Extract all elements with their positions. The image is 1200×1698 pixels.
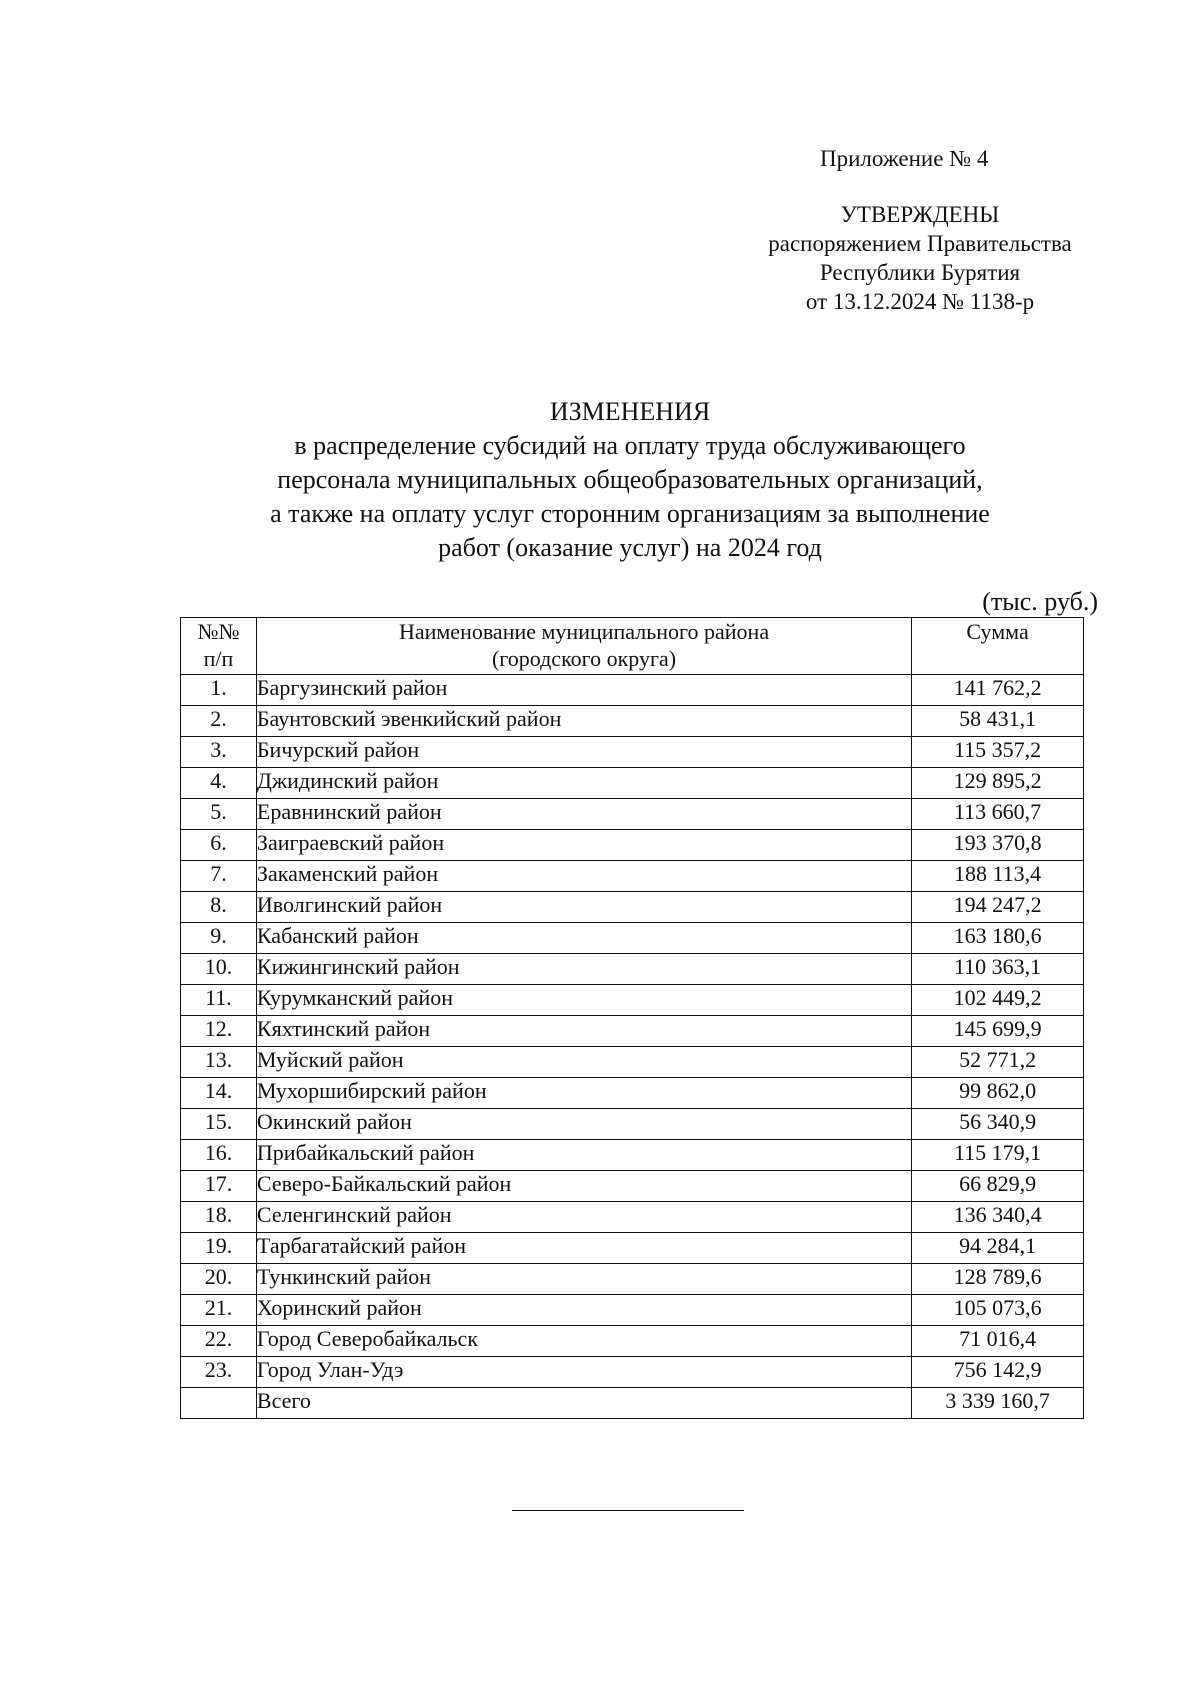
row-number: 22. bbox=[181, 1326, 257, 1357]
row-number: 17. bbox=[181, 1171, 257, 1202]
table-row bbox=[181, 1357, 1084, 1388]
row-amount: 163 180,6 bbox=[912, 923, 1084, 954]
table-row bbox=[181, 737, 1084, 768]
row-amount: 145 699,9 bbox=[912, 1016, 1084, 1047]
table-row bbox=[181, 799, 1084, 830]
row-number: 19. bbox=[181, 1233, 257, 1264]
row-district-name: Еравнинский район bbox=[256, 799, 911, 830]
row-district-name: Бичурский район bbox=[256, 737, 911, 768]
row-number: 15. bbox=[181, 1109, 257, 1140]
row-number: 8. bbox=[181, 892, 257, 923]
approval-status: УТВЕРЖДЕНЫ bbox=[840, 202, 1000, 227]
table-row bbox=[181, 923, 1084, 954]
row-number: 18. bbox=[181, 1202, 257, 1233]
row-amount: 193 370,8 bbox=[912, 830, 1084, 861]
row-amount: 66 829,9 bbox=[912, 1171, 1084, 1202]
row-number: 9. bbox=[181, 923, 257, 954]
row-amount: 99 862,0 bbox=[912, 1078, 1084, 1109]
row-number: 13. bbox=[181, 1047, 257, 1078]
row-amount: 141 762,2 bbox=[912, 675, 1084, 706]
table-row bbox=[181, 892, 1084, 923]
row-number: 12. bbox=[181, 1016, 257, 1047]
row-district-name: Кяхтинский район bbox=[256, 1016, 911, 1047]
row-district-name: Город Северобайкальск bbox=[256, 1326, 911, 1357]
table-row bbox=[181, 1171, 1084, 1202]
total-number bbox=[181, 1388, 257, 1419]
approval-date-number: от 13.12.2024 № 1138-р bbox=[805, 289, 1035, 314]
total-label: Всего bbox=[256, 1388, 911, 1419]
approval-republic: Республики Бурятия bbox=[819, 260, 1021, 285]
table-total-row bbox=[181, 1388, 1084, 1419]
title-line: работ (оказание услуг) на 2024 год bbox=[438, 533, 822, 562]
row-amount: 58 431,1 bbox=[912, 706, 1084, 737]
row-amount: 56 340,9 bbox=[912, 1109, 1084, 1140]
annex-label: Приложение № 4 bbox=[820, 146, 989, 171]
table-row bbox=[181, 1202, 1084, 1233]
row-amount: 71 016,4 bbox=[912, 1326, 1084, 1357]
row-number: 5. bbox=[181, 799, 257, 830]
row-amount: 115 179,1 bbox=[912, 1140, 1084, 1171]
row-amount: 756 142,9 bbox=[912, 1357, 1084, 1388]
table-header-row bbox=[181, 618, 1084, 675]
row-number: 23. bbox=[181, 1357, 257, 1388]
table-row bbox=[181, 706, 1084, 737]
row-amount: 129 895,2 bbox=[912, 768, 1084, 799]
header-name-line2: (городского округа) bbox=[491, 646, 677, 671]
row-amount: 136 340,4 bbox=[912, 1202, 1084, 1233]
row-amount: 194 247,2 bbox=[912, 892, 1084, 923]
table-row bbox=[181, 1140, 1084, 1171]
row-district-name: Город Улан-Удэ bbox=[256, 1357, 911, 1388]
row-district-name: Мухоршибирский район bbox=[256, 1078, 911, 1109]
header-number-line2: п/п bbox=[203, 646, 234, 671]
row-district-name: Муйский район bbox=[256, 1047, 911, 1078]
table-row bbox=[181, 954, 1084, 985]
row-number: 6. bbox=[181, 830, 257, 861]
row-number: 2. bbox=[181, 706, 257, 737]
row-number: 1. bbox=[181, 675, 257, 706]
document-title bbox=[150, 395, 1110, 565]
row-amount: 128 789,6 bbox=[912, 1264, 1084, 1295]
row-district-name: Селенгинский район bbox=[256, 1202, 911, 1233]
row-amount: 188 113,4 bbox=[912, 861, 1084, 892]
row-amount: 102 449,2 bbox=[912, 985, 1084, 1016]
row-district-name: Кабанский район bbox=[256, 923, 911, 954]
table-row bbox=[181, 1016, 1084, 1047]
row-number: 4. bbox=[181, 768, 257, 799]
row-district-name: Северо-Байкальский район bbox=[256, 1171, 911, 1202]
row-amount: 110 363,1 bbox=[912, 954, 1084, 985]
row-district-name: Заиграевский район bbox=[256, 830, 911, 861]
row-number: 20. bbox=[181, 1264, 257, 1295]
row-amount: 94 284,1 bbox=[912, 1233, 1084, 1264]
header-number-line1: №№ bbox=[197, 619, 240, 644]
row-district-name: Хоринский район bbox=[256, 1295, 911, 1326]
row-district-name: Джидинский район bbox=[256, 768, 911, 799]
row-number: 3. bbox=[181, 737, 257, 768]
table-row bbox=[181, 1295, 1084, 1326]
row-district-name: Баунтовский эвенкийский район bbox=[256, 706, 911, 737]
header-name-line1: Наименование муниципального района bbox=[398, 619, 770, 644]
table-row bbox=[181, 768, 1084, 799]
row-district-name: Окинский район bbox=[256, 1109, 911, 1140]
row-district-name: Прибайкальский район bbox=[256, 1140, 911, 1171]
row-district-name: Иволгинский район bbox=[256, 892, 911, 923]
table-row bbox=[181, 985, 1084, 1016]
table-body bbox=[181, 675, 1084, 1419]
row-number: 16. bbox=[181, 1140, 257, 1171]
row-district-name: Баргузинский район bbox=[256, 675, 911, 706]
table-row bbox=[181, 1233, 1084, 1264]
row-number: 11. bbox=[181, 985, 257, 1016]
row-amount: 115 357,2 bbox=[912, 737, 1084, 768]
approval-authority: распоряжением Правительства bbox=[768, 231, 1072, 256]
title-heading: ИЗМЕНЕНИЯ bbox=[549, 397, 711, 426]
row-number: 7. bbox=[181, 861, 257, 892]
title-line: персонала муниципальных общеобразовательных организаций, bbox=[277, 465, 983, 494]
row-district-name: Курумканский район bbox=[256, 985, 911, 1016]
end-divider bbox=[512, 1510, 744, 1511]
table-row bbox=[181, 830, 1084, 861]
row-district-name: Кижингинский район bbox=[256, 954, 911, 985]
title-line: а также на оплату услуг сторонним организациям за выполнение bbox=[270, 499, 990, 528]
row-district-name: Тарбагатайский район bbox=[256, 1233, 911, 1264]
row-number: 14. bbox=[181, 1078, 257, 1109]
distribution-table bbox=[180, 617, 1084, 1419]
table-row bbox=[181, 675, 1084, 706]
approval-block bbox=[740, 200, 1100, 316]
table-row bbox=[181, 1326, 1084, 1357]
header-sum: Сумма bbox=[912, 618, 1084, 675]
row-amount: 105 073,6 bbox=[912, 1295, 1084, 1326]
row-amount: 52 771,2 bbox=[912, 1047, 1084, 1078]
row-amount: 113 660,7 bbox=[912, 799, 1084, 830]
table-row bbox=[181, 861, 1084, 892]
row-number: 21. bbox=[181, 1295, 257, 1326]
title-line: в распределение субсидий на оплату труда обслуживающего bbox=[294, 431, 966, 460]
row-district-name: Закаменский район bbox=[256, 861, 911, 892]
header-number bbox=[181, 618, 257, 675]
table-row bbox=[181, 1109, 1084, 1140]
header-name bbox=[256, 618, 911, 675]
total-amount: 3 339 160,7 bbox=[912, 1388, 1084, 1419]
row-district-name: Тункинский район bbox=[256, 1264, 911, 1295]
row-number: 10. bbox=[181, 954, 257, 985]
units-label: (тыс. руб.) bbox=[982, 587, 1098, 616]
table-row bbox=[181, 1078, 1084, 1109]
table-row bbox=[181, 1264, 1084, 1295]
table-row bbox=[181, 1047, 1084, 1078]
